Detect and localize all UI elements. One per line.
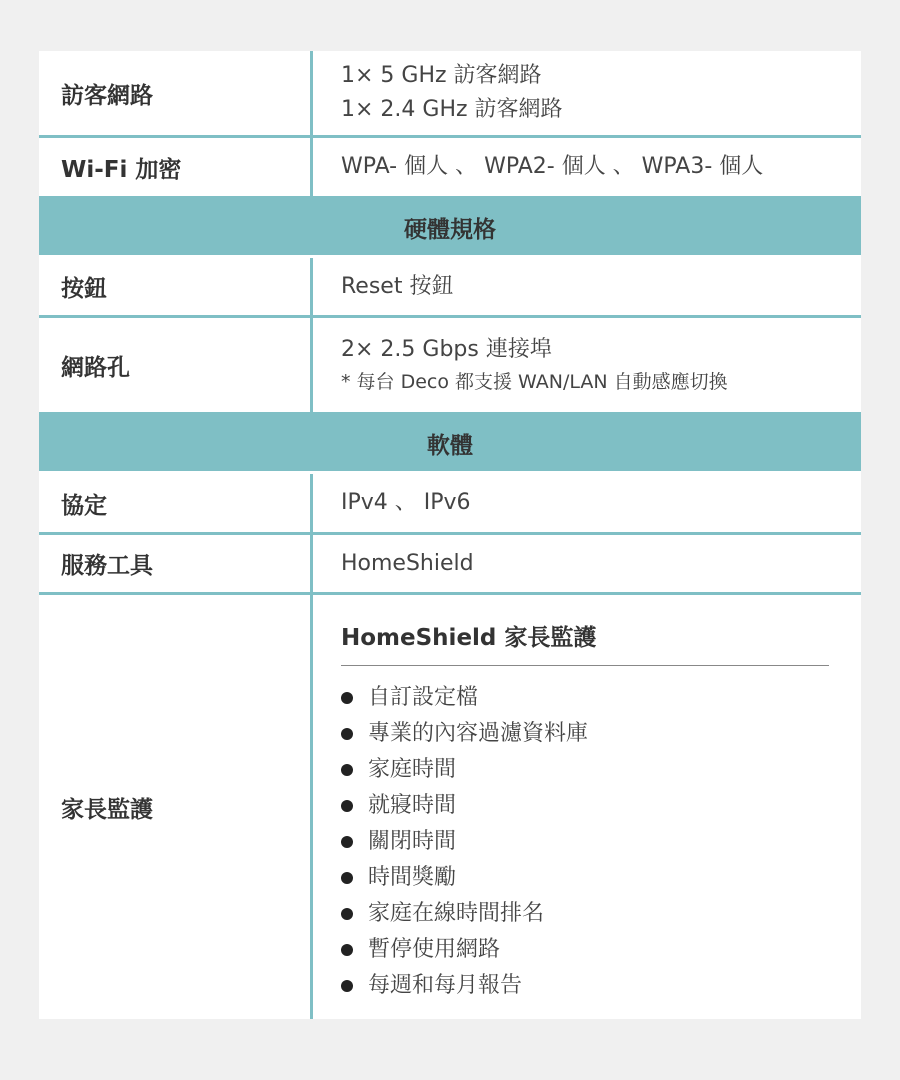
- feature-item: [341, 932, 829, 968]
- spec-value: [313, 474, 861, 532]
- spec-label: 服務工具: [39, 535, 313, 592]
- feature-label: 時間獎勵: [368, 865, 457, 890]
- bullet-icon: [341, 980, 353, 992]
- feature-label: 家庭在線時間排名: [368, 901, 545, 926]
- spec-row-service-tool: [39, 535, 861, 595]
- spec-value: [313, 535, 861, 592]
- spec-value-line: 2× 2.5 Gbps 連接埠: [341, 337, 552, 362]
- feature-item: [341, 680, 829, 716]
- section-header-hardware: 硬體規格: [39, 199, 861, 258]
- spec-row-wifi-encryption: [39, 138, 861, 199]
- spec-label: 協定: [39, 474, 313, 532]
- feature-item: [341, 968, 829, 1004]
- spec-value: [313, 318, 861, 412]
- feature-item: [341, 860, 829, 896]
- spec-value: [313, 595, 861, 1019]
- bullet-icon: [341, 908, 353, 920]
- bullet-icon: [341, 872, 353, 884]
- spec-label: 按鈕: [39, 258, 313, 315]
- spec-value-line: 1× 5 GHz 訪客網路: [341, 63, 542, 88]
- spec-value: [313, 258, 861, 315]
- feature-item: [341, 896, 829, 932]
- bullet-icon: [341, 944, 353, 956]
- spec-label: 網路孔: [39, 318, 313, 412]
- spec-value-line: HomeShield: [341, 550, 474, 576]
- feature-list: [341, 680, 829, 1004]
- spec-row-parental-control: [39, 595, 861, 1019]
- feature-label: 每週和每月報告: [368, 973, 523, 998]
- spec-value-line: WPA- 個人 、 WPA2- 個人 、 WPA3- 個人: [341, 154, 764, 179]
- feature-label: 就寢時間: [368, 793, 457, 818]
- feature-label: 家庭時間: [368, 757, 457, 782]
- spec-row-protocol: [39, 474, 861, 535]
- bullet-icon: [341, 836, 353, 848]
- spec-value: [313, 51, 861, 135]
- section-header-software: 軟體: [39, 415, 861, 474]
- bullet-icon: [341, 764, 353, 776]
- spec-row-guest-network: [39, 51, 861, 138]
- spec-value-line: 1× 2.4 GHz 訪客網路: [341, 97, 563, 122]
- feature-label: 關閉時間: [368, 829, 457, 854]
- spec-value-line: IPv4 、 IPv6: [341, 490, 471, 515]
- feature-label: 自訂設定檔: [368, 685, 479, 710]
- feature-item: [341, 752, 829, 788]
- spec-value: [313, 138, 861, 196]
- spec-label: 家長監護: [39, 595, 313, 1019]
- bullet-icon: [341, 800, 353, 812]
- spec-row-button: [39, 258, 861, 318]
- feature-label: 暫停使用網路: [368, 937, 501, 962]
- parental-title: HomeShield 家長監護: [341, 621, 829, 666]
- feature-item: [341, 824, 829, 860]
- spec-label: Wi-Fi 加密: [39, 138, 313, 196]
- spec-table: [39, 51, 861, 1019]
- spec-value-note: * 每台 Deco 都支援 WAN/LAN 自動感應切換: [341, 371, 728, 393]
- spec-value-line: Reset 按鈕: [341, 273, 454, 299]
- feature-item: [341, 716, 829, 752]
- spec-label: 訪客網路: [39, 51, 313, 135]
- bullet-icon: [341, 692, 353, 704]
- spec-row-network-port: [39, 318, 861, 415]
- feature-label: 專業的內容過濾資料庫: [368, 721, 589, 746]
- feature-item: [341, 788, 829, 824]
- bullet-icon: [341, 728, 353, 740]
